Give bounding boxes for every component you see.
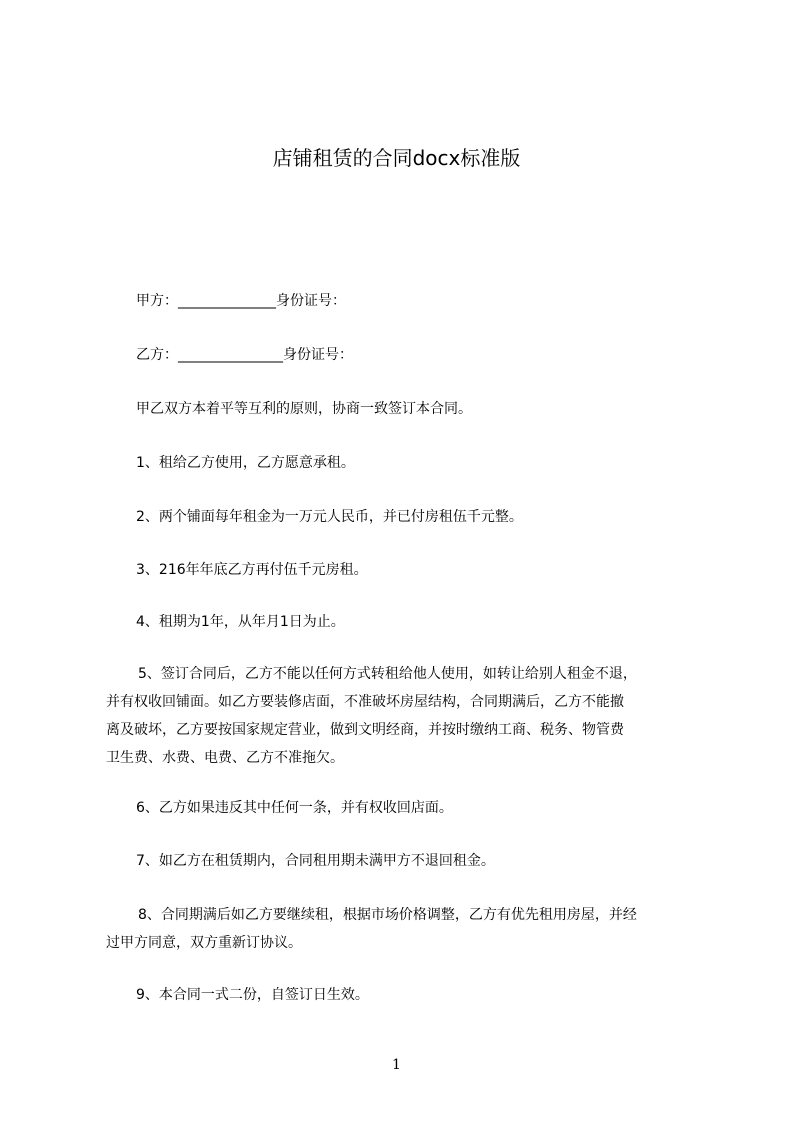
party-a-id-label: 身份证号： — [276, 293, 346, 309]
party-b-line — [136, 345, 353, 365]
clause-2: 2、两个铺面每年租金为一万元人民币，并已付房租伍千元整。 — [136, 509, 523, 525]
party-a-line — [136, 291, 346, 311]
clause-8-line-1: 8、合同期满后如乙方要继续租，根据市场价格调整，乙方有优先租用房屋，并经 — [138, 907, 637, 923]
clause-9: 9、本合同一式二份，自签订日生效。 — [136, 987, 369, 1003]
clause-6: 6、乙方如果违反其中任何一条，并有权收回店面。 — [136, 800, 453, 816]
clause-3: 3、216年年底乙方再付伍千元房租。 — [136, 562, 368, 578]
document-title: 店铺租赁的合同docx标准版 — [272, 146, 521, 170]
clause-7: 7、如乙方在租赁期内，合同租用期未满甲方不退回租金。 — [136, 853, 495, 869]
party-b-label: 乙方： — [136, 347, 178, 363]
party-b-id-label: 身份证号： — [283, 347, 353, 363]
clause-5-line-3: 离及破坏，乙方要按国家规定营业，做到文明经商，并按时缴纳工商、税务、物管费 — [106, 722, 624, 738]
party-a-blank: ______________ — [178, 293, 276, 309]
clause-4: 4、租期为1年，从年月1日为止。 — [136, 614, 345, 630]
clause-8 — [106, 901, 716, 957]
clause-5 — [106, 660, 716, 772]
page-number: 1 — [392, 1057, 401, 1073]
party-a-label: 甲方： — [136, 293, 178, 309]
clause-1: 1、租给乙方使用，乙方愿意承租。 — [136, 455, 355, 471]
clause-8-line-2: 过甲方同意，双方重新订协议。 — [106, 935, 302, 951]
intro-paragraph: 甲乙双方本着平等互利的原则，协商一致签订本合同。 — [136, 401, 472, 417]
clause-5-line-1: 5、签订合同后，乙方不能以任何方式转租给他人使用，如转让给别人租金不退， — [138, 666, 637, 682]
clause-5-line-4: 卫生费、水费、电费、乙方不准拖欠。 — [106, 750, 344, 766]
clause-5-line-2: 并有权收回铺面。如乙方要装修店面，不准破坏房屋结构，合同期满后，乙方不能撤 — [106, 694, 624, 710]
party-b-blank: _______________ — [178, 347, 283, 363]
